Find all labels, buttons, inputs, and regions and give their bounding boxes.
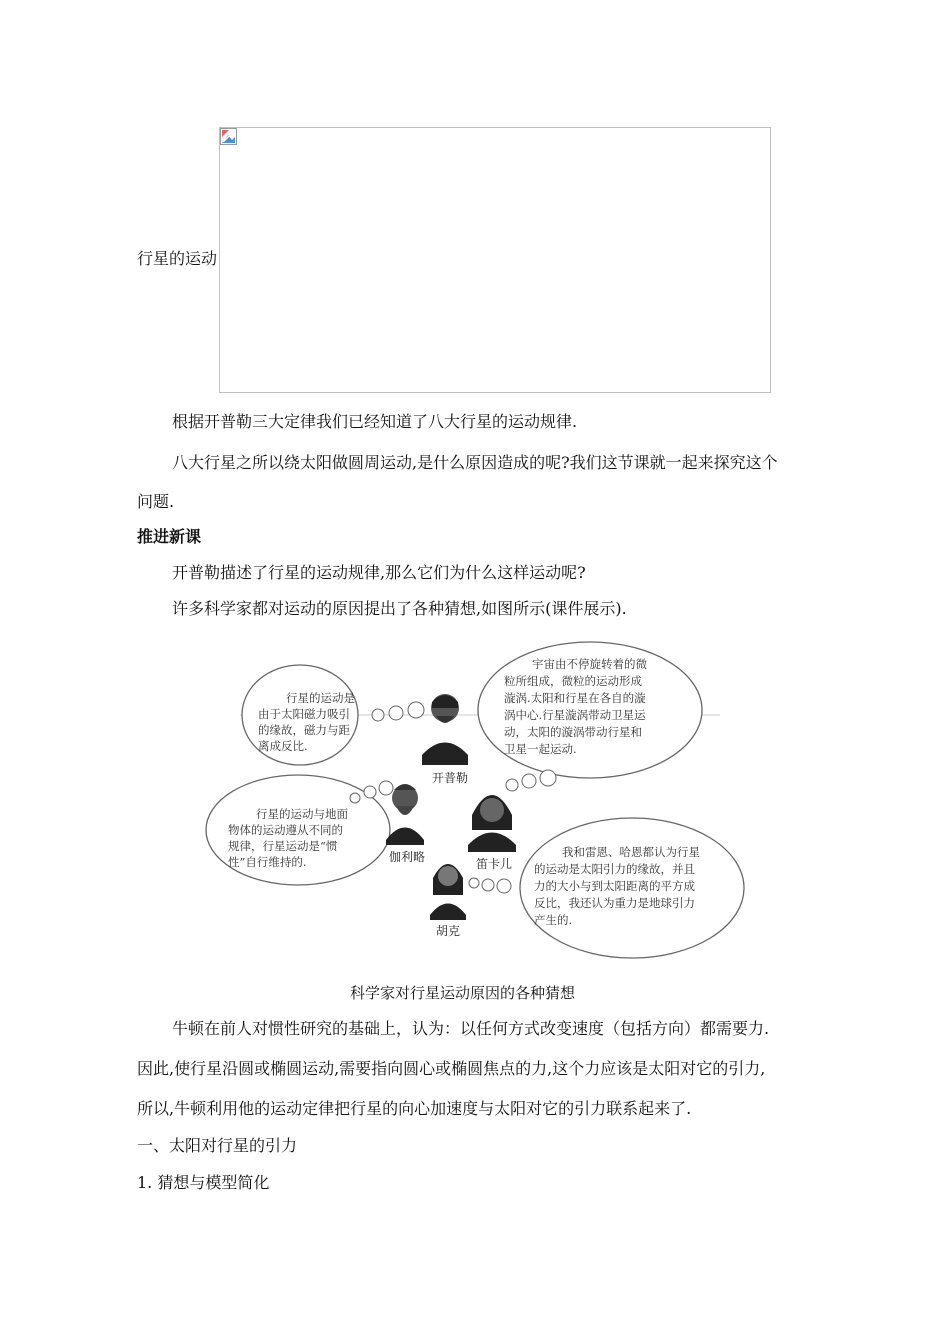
figure-caption: 科学家对行星运动原因的各种猜想 [350, 984, 576, 1002]
galileo-bubble-line: 性”自行维持的. [228, 855, 307, 869]
galileo-thought-dot [350, 793, 360, 803]
descartes-thought-dot [540, 770, 556, 786]
kepler-bubble-line: 的缘故，磁力与距 [258, 723, 350, 737]
descartes-bubble-line: 粒所组成，微粒的运动形成 [504, 674, 642, 688]
scientists-figure [200, 630, 760, 960]
paragraph-newton-line3: 所以,牛顿利用他的运动定律把行星的向心加速度与太阳对它的引力联系起来了. [137, 1099, 692, 1118]
galileo-thought-dot [364, 786, 376, 798]
galileo-thought-dot [379, 781, 393, 795]
galileo-bubble-line: 规律，行星运动是“惯 [228, 839, 338, 853]
paragraph-newton-line1: 牛顿在前人对惯性研究的基础上，认为：以任何方式改变速度（包括方向）都需要力. [172, 1019, 770, 1038]
image-label: 行星的运动 [137, 249, 218, 268]
broken-image-frame [219, 127, 771, 393]
descartes-bubble-line: 动，太阳的漩涡带动行星和 [504, 725, 642, 739]
paragraph-kepler-laws: 根据开普勒三大定律我们已经知道了八大行星的运动规律. [172, 412, 578, 431]
kepler-thought-dot [372, 709, 384, 721]
kepler-bubble-line: 离成反比. [258, 739, 308, 753]
descartes-name: 笛卡儿 [476, 857, 513, 871]
descartes-bubble-line: 涡中心.行星漩涡带动卫星运 [504, 708, 646, 722]
kepler-bubble-line: 由于太阳磁力吸引 [258, 707, 350, 721]
galileo-bubble-line: 物体的运动遵从不同的 [228, 823, 343, 837]
hooke-thought-dot [482, 879, 494, 891]
descartes-thought-dot [522, 774, 536, 788]
hooke-thought-dot [469, 878, 479, 888]
paragraph-question-line1: 八大行星之所以绕太阳做圆周运动,是什么原因造成的呢?我们这节课就一起来探究这个 [172, 453, 778, 472]
broken-image-icon [220, 128, 240, 146]
descartes-bubble-line: 卫星一起运动. [504, 742, 577, 756]
paragraph-scientists: 许多科学家都对运动的原因提出了各种猜想,如图所示(课件展示). [172, 599, 627, 618]
kepler-thought-dot [408, 702, 424, 718]
paragraph-newton-line2: 因此,使行星沿圆或椭圆运动,需要指向圆心或椭圆焦点的力,这个力应该是太阳对它的引力, [137, 1059, 766, 1078]
kepler-thought-dot [389, 706, 403, 720]
hooke-bubble-line: 产生的. [534, 913, 573, 927]
descartes-portrait [468, 795, 516, 852]
hooke-thought-dot [497, 879, 511, 893]
paragraph-question-line2: 问题. [137, 492, 175, 511]
heading-new-lesson: 推进新课 [137, 527, 202, 546]
section-heading-sun-force: 一、太阳对行星的引力 [137, 1136, 298, 1155]
kepler-bubble-line: 行星的运动是 [286, 691, 355, 705]
descartes-bubble-line: 宇宙由不停旋转着的微 [532, 657, 647, 671]
descartes-bubble-line: 漩涡.太阳和行星在各自的漩 [504, 691, 646, 705]
hooke-portrait [430, 864, 466, 920]
subsection-heading-model: 1. 猜想与模型简化 [137, 1173, 270, 1192]
hooke-name: 胡克 [436, 924, 461, 938]
galileo-portrait [386, 784, 424, 845]
paragraph-why-motion: 开普勒描述了行星的运动规律,那么它们为什么这样运动呢? [172, 563, 586, 582]
galileo-name: 伽利略 [389, 850, 426, 864]
hooke-bubble-line: 力的大小与到太阳距离的平方成 [534, 879, 695, 893]
hooke-bubble-line: 我和雷恩、哈恩都认为行星 [562, 845, 700, 859]
kepler-portrait [422, 694, 468, 765]
galileo-bubble-line: 行星的运动与地面 [256, 807, 348, 821]
hooke-bubble-line: 反比，我还认为重力是地球引力 [534, 896, 695, 910]
descartes-thought-dot [506, 779, 518, 791]
hooke-bubble-line: 的运动是太阳引力的缘故，并且 [534, 862, 695, 876]
kepler-name: 开普勒 [432, 771, 469, 785]
